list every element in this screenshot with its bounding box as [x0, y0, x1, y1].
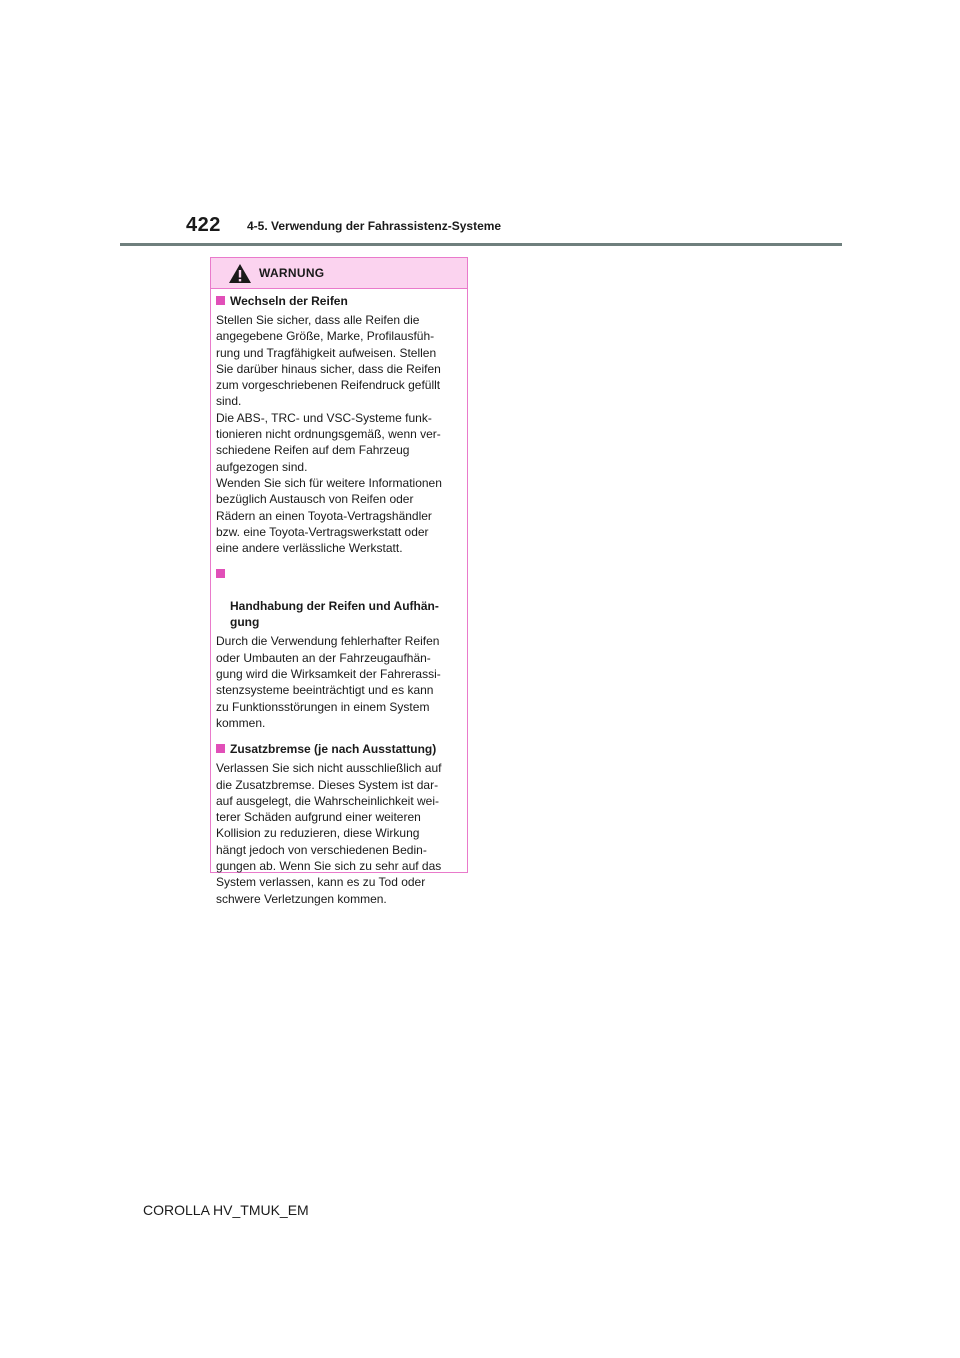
warning-section-title-text: Handhabung der Reifen und Aufhän- gung	[230, 599, 439, 630]
square-bullet-icon	[216, 744, 225, 753]
warning-section-title	[216, 566, 461, 630]
warning-section-title	[216, 741, 461, 757]
warning-section	[216, 741, 461, 907]
warning-section-title-text: Wechseln der Reifen	[230, 294, 348, 308]
warning-section-text: Stellen Sie sicher, dass alle Reifen die angegebene Größe, Marke, Profilausfüh- rung und Tragfähigkeit aufweisen. Stellen Sie darüber hinaus sicher, dass die Reifen zum vorgeschriebenen Reifendruck gefüllt sind. Die ABS-, TRC- und VSC-Systeme funk- tionieren nicht ordnungsgemäß, wenn ver- schiedene Reifen auf dem Fahrzeug aufgezogen sind. Wenden Sie sich für weitere Informationen bezüglich Austausch von Reifen oder Rädern an einen Toyota-Vertragshändler bzw. eine Toyota-Vertragswerkstatt oder eine andere verlässliche Werkstatt.	[216, 313, 442, 556]
warning-section	[216, 293, 461, 556]
warning-header	[211, 258, 467, 289]
warning-body	[211, 289, 467, 907]
warning-triangle-icon	[228, 263, 252, 284]
square-bullet-icon	[216, 569, 225, 578]
footer-model: COROLLA HV_TMUK_EM	[143, 1202, 309, 1218]
warning-section-text: Verlassen Sie sich nicht ausschließlich auf die Zusatzbremse. Dieses System ist dar- auf ausgelegt, die Wahrscheinlichkeit wei- terer Schäden aufgrund einer weiteren Kollision zu reduzieren, diese Wirkung hängt jedoch von verschiedenen Bedin- gungen ab. Wenn Sie sich zu sehr auf das System verlassen, kann es zu Tod oder schwere Verletzungen kommen.	[216, 761, 442, 906]
warning-label: WARNUNG	[259, 266, 325, 280]
warning-section	[216, 566, 461, 731]
page-number: 422	[186, 214, 221, 236]
warning-box	[210, 257, 468, 906]
warning-section-text: Durch die Verwendung fehlerhafter Reifen oder Umbauten an der Fahrzeugaufhän- gung wird die Wirksamkeit der Fahrerassi- stenzsysteme beeinträchtigt und es kann zu Funktionsstörungen in einem System kommen.	[216, 634, 441, 730]
header-rule	[120, 243, 842, 246]
warning-section-title-text: Zusatzbremse (je nach Ausstattung)	[230, 742, 437, 757]
square-bullet-icon	[216, 296, 225, 305]
section-title: 4-5. Verwendung der Fahrassistenz-Systeme	[247, 219, 502, 233]
warning-section-title	[216, 293, 461, 309]
